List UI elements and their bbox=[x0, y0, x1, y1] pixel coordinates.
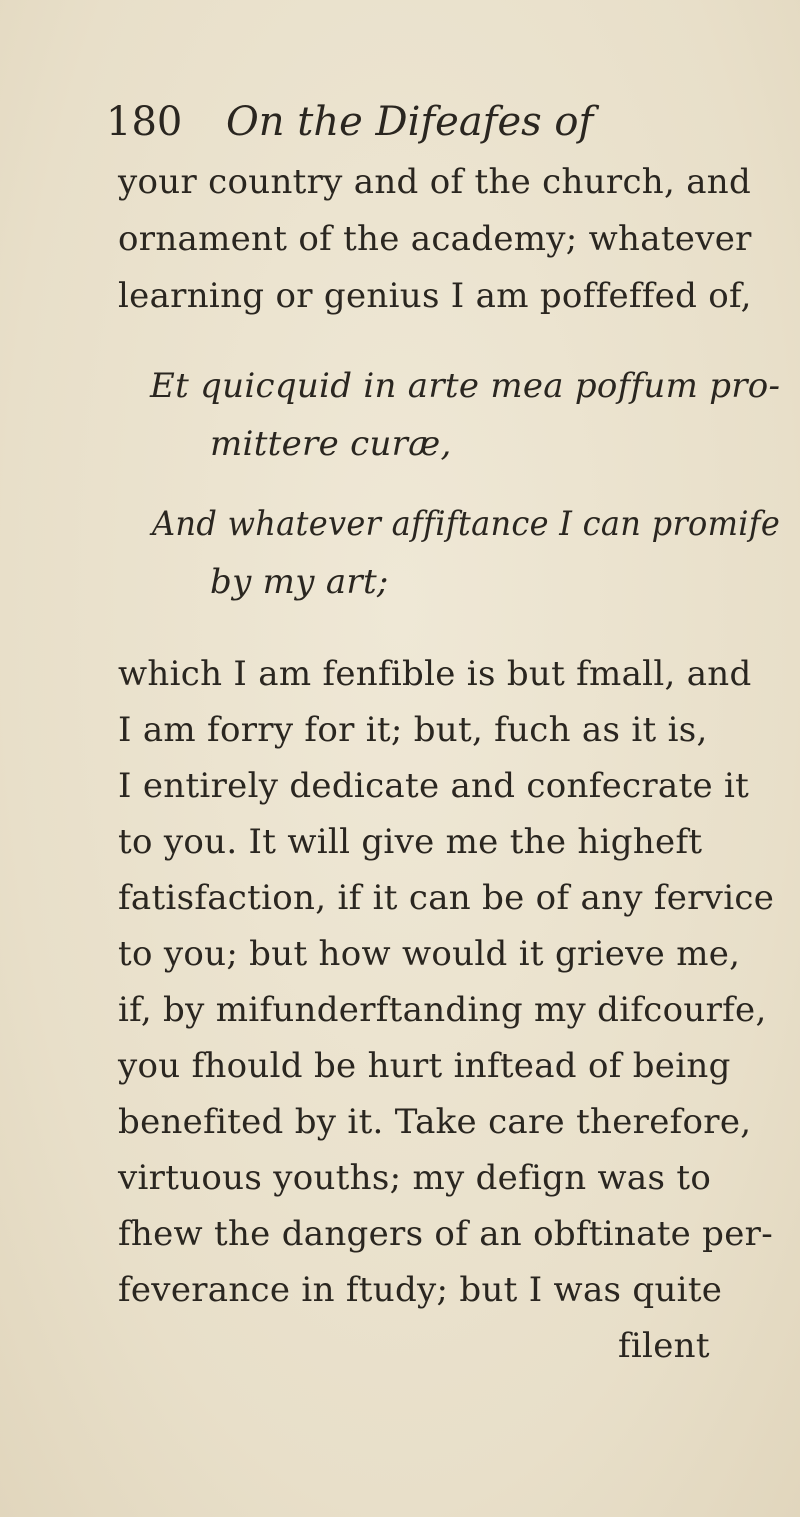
catchword: filent bbox=[618, 1326, 710, 1366]
latin-verse-line: Et quicquid in arte mea poffum pro- bbox=[150, 366, 781, 406]
paragraph-line: virtuous youths; my defign was to bbox=[118, 1158, 712, 1198]
paragraph-line: fhew the dangers of an obftinate per- bbox=[118, 1214, 774, 1254]
translation-verse-line: And whatever affiftance I can promife bbox=[152, 504, 781, 544]
text-line: learning or genius I am poffeffed of, bbox=[118, 276, 752, 316]
paragraph-line: fatisfaction, if it can be of any fervice bbox=[118, 878, 775, 918]
running-title: On the Difeafes of bbox=[226, 99, 594, 145]
translation-verse-line: by my art; bbox=[210, 562, 389, 602]
paragraph-line: benefited by it. Take care therefore, bbox=[118, 1102, 752, 1142]
paragraph-line: I am forry for it; but, fuch as it is, bbox=[118, 710, 708, 750]
paragraph-line: to you; but how would it grieve me, bbox=[118, 934, 741, 974]
latin-verse-line: mittere curæ, bbox=[210, 424, 452, 464]
text-line: ornament of the academy; whatever bbox=[118, 219, 752, 259]
text-line: your country and of the church, and bbox=[118, 162, 752, 202]
paragraph-line: to you. It will give me the higheft bbox=[118, 822, 703, 862]
page-header bbox=[106, 92, 686, 152]
paragraph-line: you fhould be hurt inftead of being bbox=[118, 1046, 731, 1086]
page-number: 180 bbox=[106, 99, 183, 145]
paragraph-line: if, by mifunderftanding my difcourfe, bbox=[118, 990, 767, 1030]
paragraph-line: which I am fenfible is but fmall, and bbox=[118, 654, 752, 694]
paragraph-line: I entirely dedicate and confecrate it bbox=[118, 766, 750, 806]
paragraph-line: feverance in ftudy; but I was quite bbox=[118, 1270, 723, 1310]
